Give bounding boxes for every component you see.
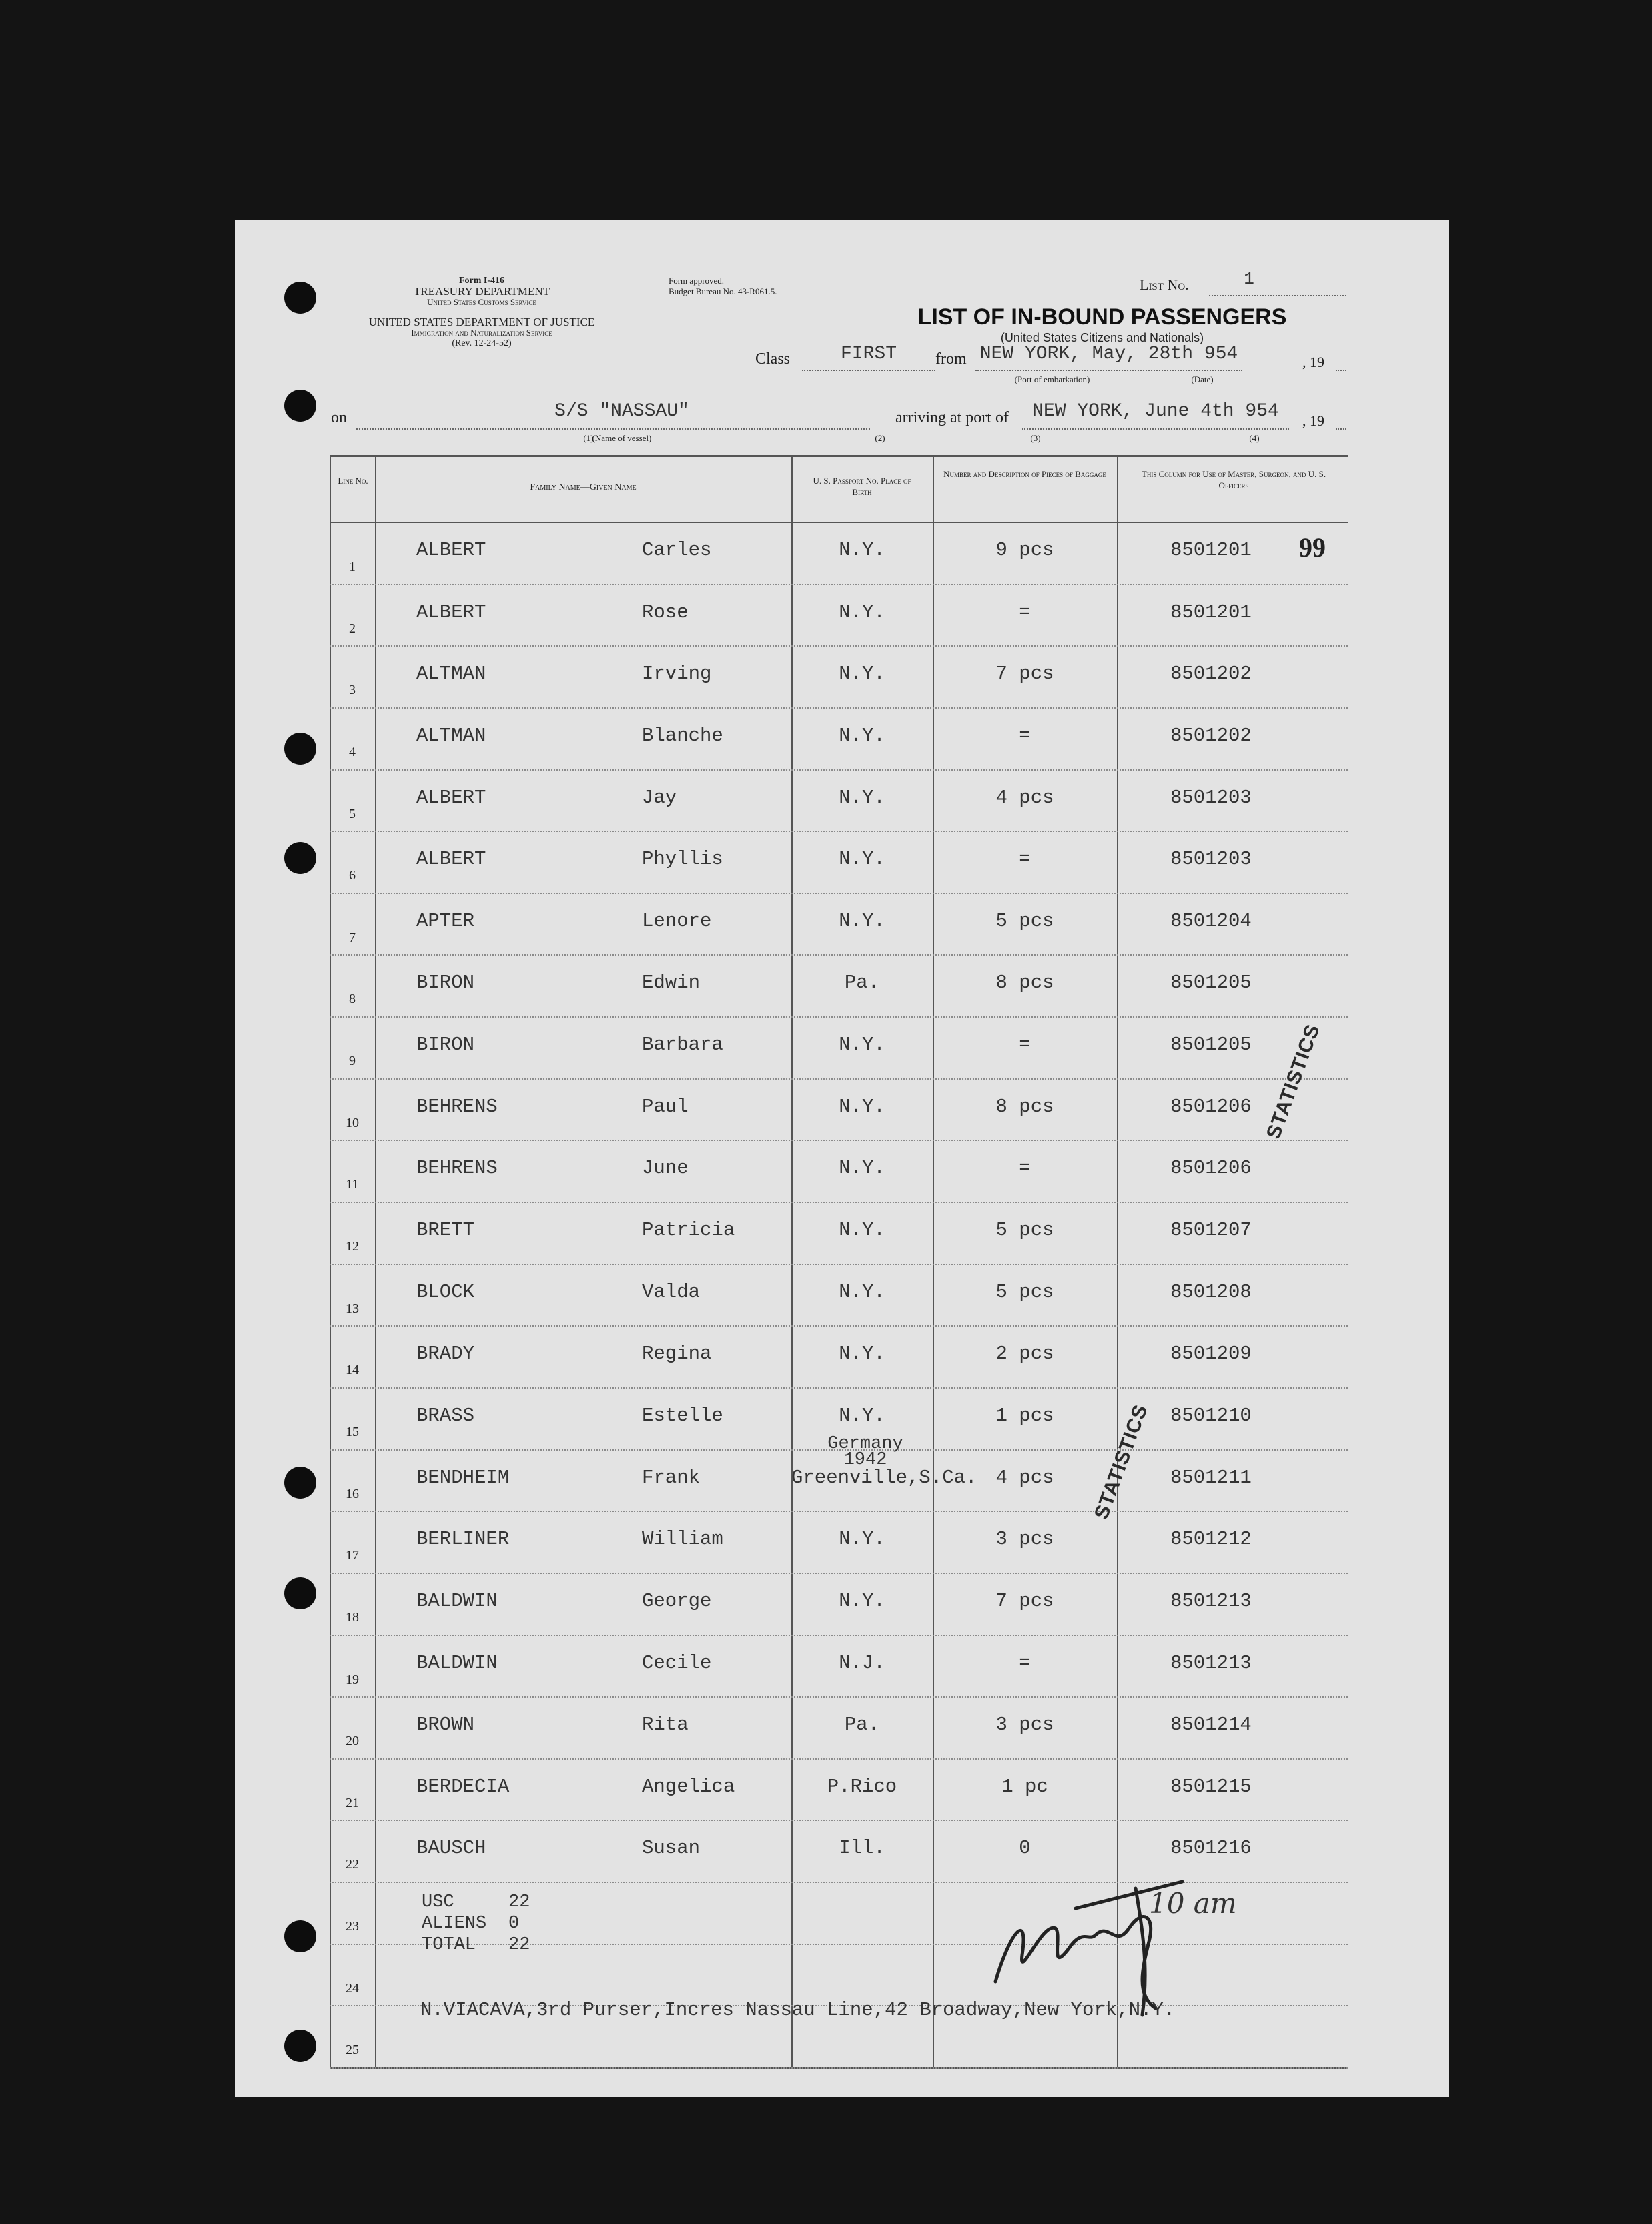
place-of-birth: N.Y.	[839, 909, 885, 932]
officer-code: 8501203	[1170, 786, 1252, 809]
given-name: Rose	[642, 601, 689, 623]
officer-code: 8501215	[1170, 1775, 1252, 1798]
given-name: Susan	[642, 1837, 701, 1860]
form-approved: Form approved.	[669, 276, 725, 286]
punch-hole	[284, 282, 316, 314]
table-row	[330, 1511, 1348, 1574]
family-name: BERDECIA	[416, 1775, 510, 1798]
punch-hole	[284, 733, 316, 765]
line-number: 6	[349, 868, 356, 883]
place-of-birth: Pa.	[844, 1714, 880, 1736]
given-name: Barbara	[642, 1034, 723, 1056]
place-of-birth: N.Y.	[839, 786, 885, 809]
family-name: BRASS	[416, 1404, 475, 1427]
officer-code: 8501202	[1170, 663, 1252, 685]
given-name: George	[642, 1589, 712, 1612]
officer-code: 8501209	[1170, 1343, 1252, 1365]
place-of-birth: N.Y.	[839, 1404, 885, 1427]
officer-code: 8501205	[1170, 972, 1252, 994]
place-of-birth: N.Y.	[839, 1343, 885, 1365]
from-year-line	[1336, 370, 1346, 371]
list-number-label: List No.	[1140, 276, 1189, 293]
officer-code: 8501207	[1170, 1219, 1252, 1242]
place-of-birth: N.Y.	[839, 848, 885, 871]
on-label: on	[331, 409, 347, 426]
table-row	[330, 893, 1348, 956]
from-value: NEW YORK, May, 28th 954	[979, 344, 1238, 364]
place-of-birth: N.Y.	[839, 1034, 885, 1056]
family-name: BAUSCH	[416, 1837, 486, 1860]
given-name: Carles	[642, 539, 712, 561]
line-number: 9	[349, 1054, 356, 1069]
given-name: Lenore	[642, 909, 712, 932]
table-row	[330, 954, 1348, 1018]
given-name: Irving	[642, 663, 712, 685]
line-number: 7	[349, 930, 356, 945]
baggage: 3 pcs	[995, 1714, 1054, 1736]
place-of-birth: Pa.	[844, 972, 880, 994]
aliens-row	[422, 1913, 530, 1934]
baggage: =	[1019, 1034, 1031, 1056]
line-number: 17	[346, 1548, 359, 1563]
baggage: =	[1019, 1157, 1031, 1180]
line-number: 19	[346, 1672, 359, 1687]
officer-code: 8501204	[1170, 909, 1252, 932]
table-row	[330, 1140, 1348, 1203]
place-of-birth: N.Y.	[839, 1589, 885, 1612]
table-row	[330, 831, 1348, 894]
given-name: June	[642, 1157, 689, 1180]
table-row	[330, 1078, 1348, 1142]
family-name: BALDWIN	[416, 1651, 498, 1674]
justice-department: UNITED STATES DEPARTMENT OF JUSTICE	[368, 316, 595, 328]
usc-row	[422, 1892, 530, 1913]
baggage: 5 pcs	[995, 1280, 1054, 1303]
arriving-line	[1022, 428, 1289, 430]
baggage: 1 pcs	[995, 1404, 1054, 1427]
officer-code: 8501208	[1170, 1280, 1252, 1303]
given-name: Jay	[642, 786, 677, 809]
line-number: 24	[346, 1980, 359, 1996]
baggage: 1 pc	[1001, 1775, 1048, 1798]
header-baggage: Number and Description of Pieces of Baggage	[943, 469, 1106, 479]
line-number: 20	[346, 1734, 359, 1749]
usc-value: 22	[508, 1892, 530, 1912]
line-number: 3	[349, 683, 356, 698]
line-number: 14	[346, 1363, 359, 1378]
officer-code: 8501211	[1170, 1466, 1252, 1489]
place-of-birth: N.Y.	[839, 1528, 885, 1551]
given-name: Frank	[642, 1466, 701, 1489]
line-number: 10	[346, 1115, 359, 1130]
punch-hole	[284, 1577, 316, 1609]
table-row	[330, 522, 1348, 585]
officer-code: 8501206	[1170, 1095, 1252, 1118]
punch-hole	[284, 2030, 316, 2062]
arriving-label: arriving at port of	[895, 409, 1009, 426]
line-number: 23	[346, 1919, 359, 1934]
family-name: BIRON	[416, 972, 475, 994]
officer-code: 8501213	[1170, 1651, 1252, 1674]
officer-code: 8501201	[1170, 601, 1252, 623]
table-row	[330, 645, 1348, 709]
treasury-department: TREASURY DEPARTMENT	[413, 285, 550, 298]
table-row	[330, 769, 1348, 833]
class-label: Class	[755, 350, 791, 368]
total-value: 22	[508, 1935, 530, 1955]
statistics-stamp: STATISTICS	[1262, 1021, 1324, 1142]
port-of-embarkation-caption: (Port of embarkation)	[1014, 374, 1090, 384]
aliens-label: ALIENS	[422, 1914, 487, 1934]
family-name: BERLINER	[416, 1528, 510, 1551]
line-number: 4	[349, 744, 356, 759]
line-number: 13	[346, 1301, 359, 1316]
passenger-table	[330, 455, 1348, 2069]
arriving-value: NEW YORK, June 4th 954	[1032, 401, 1279, 422]
family-name: BEHRENS	[416, 1095, 498, 1118]
place-of-birth: N.Y.	[839, 539, 885, 561]
form-number: Form I-416	[458, 276, 505, 286]
line-number: 25	[346, 2043, 359, 2058]
date-caption: (Date)	[1191, 374, 1214, 384]
baggage: =	[1019, 724, 1031, 747]
given-name: Regina	[642, 1343, 712, 1365]
line-number: 15	[346, 1424, 359, 1439]
line-number: 21	[346, 1795, 359, 1810]
baggage: 7 pcs	[995, 1589, 1054, 1612]
punch-hole	[284, 842, 316, 874]
baggage: 7 pcs	[995, 663, 1054, 685]
baggage: 5 pcs	[995, 1219, 1054, 1242]
line-number: 5	[349, 806, 356, 821]
budget-bureau: Budget Bureau No. 43-R061.5.	[669, 286, 777, 296]
line-number: 2	[349, 621, 356, 636]
place-of-birth: N.J.	[839, 1651, 885, 1674]
given-name: Angelica	[642, 1775, 735, 1798]
total-row	[422, 1934, 530, 1956]
place-of-birth: P.Rico	[827, 1775, 897, 1798]
caption-3: (3)	[1030, 433, 1041, 443]
baggage: 9 pcs	[995, 539, 1054, 561]
given-name: Blanche	[642, 724, 723, 747]
place-of-birth: N.Y.	[839, 1095, 885, 1118]
given-name: Cecile	[642, 1651, 712, 1674]
given-name: Paul	[642, 1095, 689, 1118]
list-number-line	[1209, 295, 1346, 296]
family-name: BRETT	[416, 1219, 475, 1242]
table-top-rule	[330, 455, 1348, 457]
statistics-stamp: STATISTICS	[1090, 1401, 1152, 1523]
family-name: BRADY	[416, 1343, 475, 1365]
baggage: 8 pcs	[995, 1095, 1054, 1118]
family-name: BIRON	[416, 1034, 475, 1056]
officer-code: 8501201	[1170, 539, 1252, 561]
baggage: 2 pcs	[995, 1343, 1054, 1365]
officer-code: 8501206	[1170, 1157, 1252, 1180]
officer-code: 8501212	[1170, 1528, 1252, 1551]
family-name: ALBERT	[416, 601, 486, 623]
punch-hole	[284, 1920, 316, 1952]
list-number-value: 1	[1244, 269, 1254, 289]
family-name: ALBERT	[416, 848, 486, 871]
family-name: BROWN	[416, 1714, 475, 1736]
place-of-birth: N.Y.	[839, 724, 885, 747]
family-name: BALDWIN	[416, 1589, 498, 1612]
baggage: 4 pcs	[995, 786, 1054, 809]
officer-code: 8501216	[1170, 1837, 1252, 1860]
family-name: BLOCK	[416, 1280, 475, 1303]
header-passport: U. S. Passport No. Place of Birth	[813, 476, 911, 497]
table-row	[330, 1573, 1348, 1636]
from-line	[975, 370, 1242, 371]
table-row	[330, 1016, 1348, 1080]
class-line	[802, 370, 935, 371]
place-of-birth: N.Y.	[839, 601, 885, 623]
table-row	[330, 584, 1348, 647]
document-page	[235, 220, 1449, 2097]
punch-hole	[284, 1467, 316, 1499]
from-year-label: , 19	[1302, 354, 1324, 370]
aliens-value: 0	[508, 1914, 520, 1934]
caption-4: (4)	[1249, 433, 1260, 443]
header-line-no: Line No.	[338, 476, 368, 486]
place-of-birth: N.Y.	[839, 663, 885, 685]
document-title: LIST OF IN-BOUND PASSENGERS	[917, 304, 1287, 330]
given-name: Phyllis	[642, 848, 723, 871]
caption-2: (2)	[875, 433, 885, 443]
table-row	[330, 1325, 1348, 1389]
arriving-year-label: , 19	[1302, 412, 1324, 429]
from-label: from	[935, 350, 967, 368]
officer-code: 8501214	[1170, 1714, 1252, 1736]
purser-footer: N.VIACAVA,3rd Purser,Incres Nassau Line,42 Broadway,New York,N.Y.	[420, 1999, 1176, 2021]
header-name: Family Name—Given Name	[530, 482, 637, 492]
class-value: FIRST	[840, 344, 897, 364]
vessel-caption: (Name of vessel)	[592, 433, 652, 443]
total-label: TOTAL	[422, 1935, 476, 1955]
table-row	[330, 1635, 1348, 1698]
table-row	[330, 1264, 1348, 1327]
given-name: Rita	[642, 1714, 689, 1736]
revision-date: (Rev. 12-24-52)	[452, 338, 512, 348]
vessel-value: S/S "NASSAU"	[554, 401, 689, 422]
family-name: APTER	[416, 909, 475, 932]
handwritten-time: 10 am	[1149, 1887, 1237, 1920]
officer-code: 8501202	[1170, 724, 1252, 747]
table-row	[330, 1758, 1348, 1822]
customs-service: United States Customs Service	[427, 297, 536, 307]
baggage: 0	[1019, 1837, 1031, 1860]
officer-code: 8501203	[1170, 848, 1252, 871]
line-number: 8	[349, 992, 356, 1007]
officer-code: 8501210	[1170, 1404, 1252, 1427]
baggage: 4 pcs	[995, 1466, 1054, 1489]
line-number: 11	[346, 1177, 359, 1192]
usc-label: USC	[422, 1892, 454, 1912]
given-name: William	[642, 1528, 723, 1551]
given-name: Estelle	[642, 1404, 723, 1427]
place-of-birth: N.Y.	[839, 1219, 885, 1242]
baggage: 3 pcs	[995, 1528, 1054, 1551]
place-of-birth: Greenville,S.Ca.	[791, 1466, 977, 1489]
immigration-service: Immigration and Naturalization Service	[411, 328, 552, 338]
family-name: BEHRENS	[416, 1157, 498, 1180]
punch-hole	[284, 390, 316, 422]
document-subtitle: (United States Citizens and Nationals)	[1000, 331, 1204, 344]
given-name: Edwin	[642, 972, 701, 994]
line-number: 22	[346, 1857, 359, 1872]
table-body	[330, 522, 1348, 2067]
table-row	[330, 1202, 1348, 1265]
officer-code: 8501213	[1170, 1589, 1252, 1612]
place-of-birth: N.Y.	[839, 1280, 885, 1303]
birth-overwrite: Germany 1942	[827, 1434, 903, 1470]
line-number: 12	[346, 1239, 359, 1254]
given-name: Valda	[642, 1280, 701, 1303]
baggage: =	[1019, 848, 1031, 871]
line-number: 16	[346, 1486, 359, 1501]
line-number: 1	[349, 559, 356, 574]
header-officers: This Column for Use of Master, Surgeon, and U. S. Officers	[1141, 469, 1326, 490]
passenger-summary	[422, 1892, 530, 1956]
place-of-birth: Ill.	[839, 1837, 885, 1860]
vessel-line	[356, 428, 870, 430]
line-number: 18	[346, 1609, 359, 1625]
family-name: ALBERT	[416, 539, 486, 561]
arriving-year-line	[1336, 428, 1346, 430]
baggage: =	[1019, 601, 1031, 623]
family-name: ALTMAN	[416, 724, 486, 747]
place-of-birth: N.Y.	[839, 1157, 885, 1180]
family-name: BENDHEIM	[416, 1466, 510, 1489]
family-name: ALTMAN	[416, 663, 486, 685]
family-name: ALBERT	[416, 786, 486, 809]
caption-1: (1)	[583, 433, 594, 443]
page-mark: 99	[1299, 532, 1326, 563]
officer-code: 8501205	[1170, 1034, 1252, 1056]
baggage: =	[1019, 1651, 1031, 1674]
baggage: 8 pcs	[995, 972, 1054, 994]
given-name: Patricia	[642, 1219, 735, 1242]
baggage: 5 pcs	[995, 909, 1054, 932]
table-row	[330, 707, 1348, 771]
table-row	[330, 1696, 1348, 1760]
